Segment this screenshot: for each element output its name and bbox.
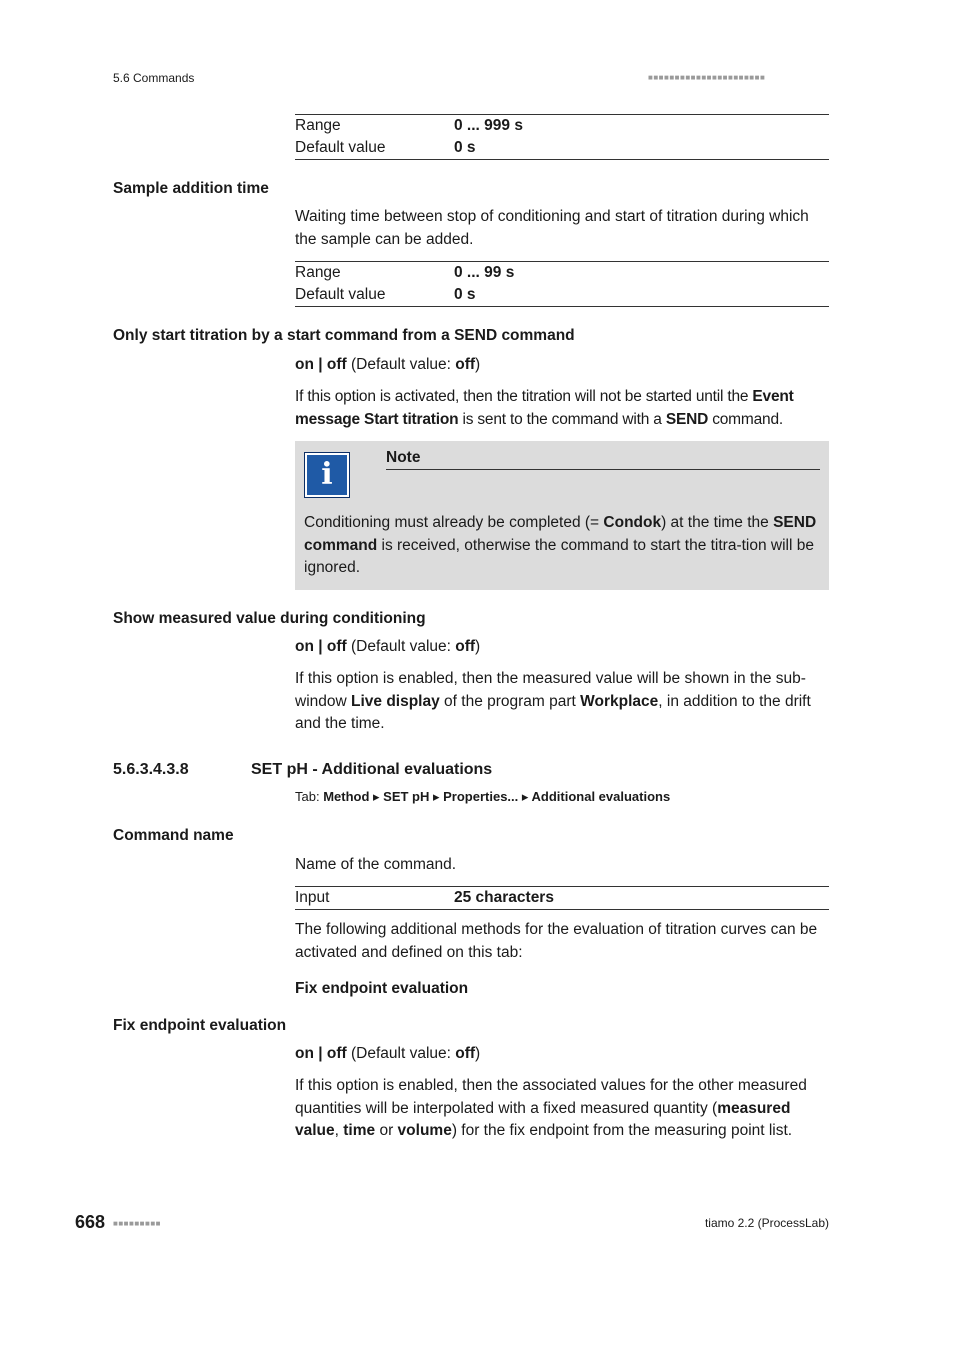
options-bold: on | off	[295, 356, 347, 373]
sample-addition-label: Sample addition time	[113, 180, 269, 197]
desc-bold: measured value	[295, 1099, 791, 1140]
desc-text: command.	[708, 410, 783, 428]
show-measured-label: Show measured value during conditioning	[113, 610, 426, 627]
fix-endpoint-label: Fix endpoint evaluation	[113, 1017, 287, 1034]
param-value: 0 ... 99 s	[454, 264, 515, 281]
options-default-post: )	[475, 638, 481, 655]
command-name-desc: Name of the command.	[295, 856, 457, 873]
show-measured-options	[295, 636, 829, 659]
table-row	[295, 887, 829, 909]
page-number: 668	[75, 1212, 106, 1232]
param-value: 0 ... 999 s	[454, 117, 523, 134]
note-text-part: ) at the time the	[661, 514, 774, 531]
note-title: Note	[386, 449, 820, 470]
desc-text: If this option is enabled, then the measured value will be shown in the sub-window	[295, 670, 806, 710]
desc-bold: Event message Start titration	[295, 388, 794, 428]
table-row	[295, 115, 829, 137]
show-measured-desc	[295, 668, 829, 736]
param-value: 0 s	[454, 286, 476, 303]
info-icon: i	[304, 452, 350, 498]
options-default-post: )	[475, 356, 481, 373]
options-default-val: off	[455, 1045, 476, 1062]
desc-text: If this option is activated, then the titration will not be started until the	[295, 388, 753, 405]
only-start-options	[295, 354, 829, 377]
param-key: Range	[295, 264, 341, 281]
options-default-pre: (Default value:	[346, 356, 456, 373]
section-title: SET pH - Additional evaluations	[251, 761, 493, 778]
table-row	[295, 284, 829, 306]
desc-text: of the program part	[439, 692, 581, 710]
sample-addition-table	[295, 261, 829, 307]
desc-bold: Live display	[351, 692, 440, 710]
note-text	[304, 512, 824, 580]
fix-endpoint-desc	[295, 1075, 829, 1143]
param-key: Default value	[295, 139, 386, 156]
param-value: 0 s	[454, 139, 476, 156]
param-key: Default value	[295, 286, 386, 303]
desc-bold: SEND	[665, 410, 709, 428]
desc-bold: Workplace	[580, 692, 659, 710]
header-section: 5.6 Commands	[113, 71, 195, 85]
desc-text: or	[375, 1122, 398, 1140]
desc-text: If this option is enabled, then the associated values for the other measured quantities will be interpolated with a fixed measured quantity (	[295, 1077, 807, 1117]
desc-bold: time	[343, 1122, 376, 1140]
note-text-part: is received, otherwise the command to start the titra-tion will be ignored.	[304, 536, 814, 577]
tab-path-bold: Method ▸ SET pH ▸ Properties... ▸ Additional evaluations	[323, 789, 671, 804]
note-box	[295, 441, 829, 590]
options-default-post: )	[475, 1045, 481, 1062]
param-key: Range	[295, 117, 341, 134]
options-default-val: off	[455, 356, 476, 373]
desc-text: ) for the fix endpoint from the measuring point list.	[451, 1122, 793, 1140]
section-number: 5.6.3.4.3.8	[113, 761, 189, 778]
command-name-after: The following additional methods for the evaluation of titration curves can be activated and defined on this tab:	[295, 921, 818, 961]
options-bold: on | off	[295, 1045, 347, 1062]
fix-endpoint-options	[295, 1043, 829, 1066]
options-bold: on | off	[295, 638, 347, 655]
command-name-table	[295, 886, 829, 910]
fix-endpoint-subhead: Fix endpoint evaluation	[295, 980, 469, 997]
table-row	[295, 137, 829, 159]
tab-prefix: Tab:	[295, 789, 324, 804]
only-start-label: Only start titration by a start command from a SEND command	[113, 327, 575, 344]
header-dots: ■■■■■■■■■■■■■■■■■■■■■■	[648, 73, 766, 82]
desc-text: ,	[334, 1122, 344, 1140]
only-start-desc	[295, 386, 829, 431]
options-default-pre: (Default value:	[346, 1045, 456, 1062]
note-text-part: Conditioning must already be completed (=	[304, 514, 604, 531]
param-value: 25 characters	[454, 889, 554, 906]
desc-text: , in addition to the drift and the time.	[295, 692, 811, 733]
table-row	[295, 262, 829, 284]
note-bold: SEND command	[304, 514, 817, 554]
options-default-pre: (Default value:	[346, 638, 456, 655]
footer-product: tiamo 2.2 (ProcessLab)	[704, 1216, 829, 1230]
sample-addition-desc: Waiting time between stop of conditioning and start of titration during which the sample can be added.	[295, 208, 809, 248]
range-table-top	[295, 114, 829, 160]
command-name-label: Command name	[113, 827, 234, 844]
tab-path	[295, 789, 670, 805]
desc-bold: volume	[397, 1122, 452, 1140]
param-key: Input	[295, 889, 330, 906]
desc-text: is sent to the command with a	[458, 410, 666, 428]
options-default-val: off	[455, 638, 476, 655]
note-bold: Condok	[603, 514, 662, 531]
footer-dots: ■■■■■■■■■	[113, 1219, 161, 1228]
